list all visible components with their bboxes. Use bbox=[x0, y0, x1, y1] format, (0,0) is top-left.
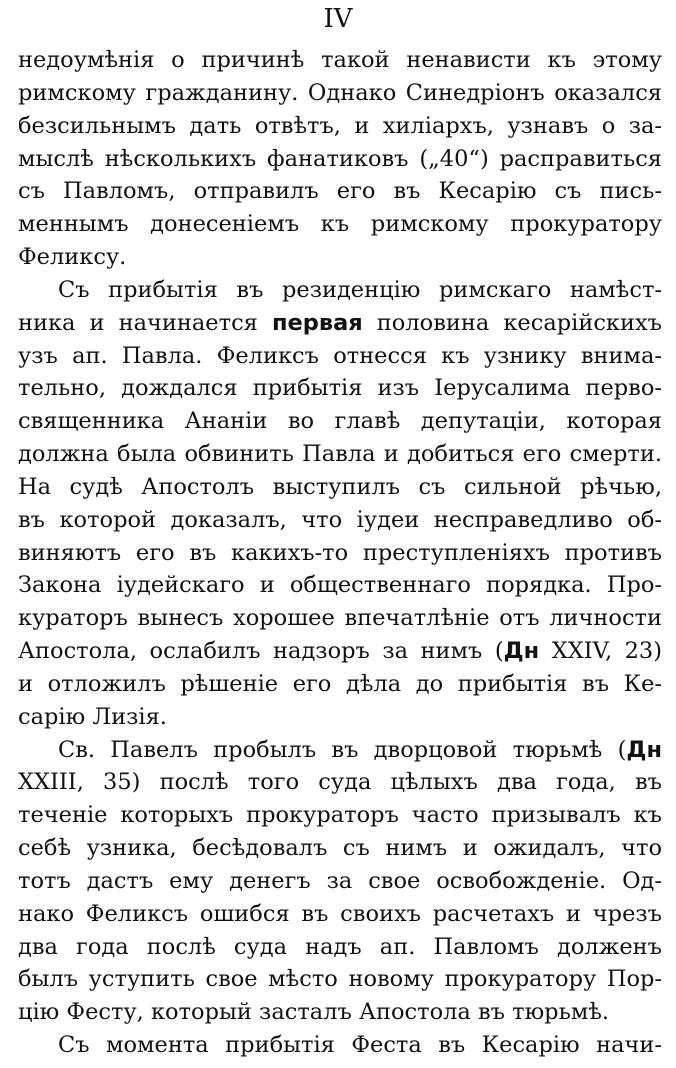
scripture-abbrev: Дн bbox=[626, 736, 662, 763]
text-line: сарію Лизія. bbox=[18, 703, 167, 730]
text-line: священника Ананіи во главѣ депутаціи, которая bbox=[18, 408, 662, 435]
scripture-abbrev: Дн bbox=[503, 638, 540, 665]
text-line: себѣ узника, бесѣдовалъ съ нимъ и ожидалъ, что bbox=[18, 835, 662, 862]
text-line: меннымъ донесеніемъ къ римскому прокуратору bbox=[18, 211, 662, 238]
text-line: XXIII, 35) послѣ того суда цѣлыхъ два года, въ bbox=[18, 769, 662, 796]
text-line: нако Феликсъ ошибся въ своихъ расчетахъ и чрезъ bbox=[18, 900, 662, 927]
text-line: Феликсу. bbox=[18, 244, 127, 271]
text-line: теченіе которыхъ прокураторъ часто призывалъ къ bbox=[18, 802, 662, 829]
page-number: IV bbox=[323, 4, 353, 34]
text-segment: Апостола, ослабилъ надзоръ за нимъ ( bbox=[18, 638, 504, 665]
text-segment: ника и начинается bbox=[18, 309, 272, 336]
text-line: цію Фесту, который засталъ Апостола въ тюрьмѣ. bbox=[18, 999, 610, 1026]
text-segment: Св. Павелъ пробылъ въ дворцовой тюрьмѣ ( bbox=[58, 736, 627, 763]
text-line: виняютъ его въ какихъ-то преступленіяхъ противъ bbox=[18, 539, 662, 566]
text-line: безсильнымъ дать отвѣтъ, и хиліархъ, узнавъ о за- bbox=[18, 112, 662, 139]
text-line: должна была обвинить Павла и добиться его смерти. bbox=[18, 441, 662, 468]
text-line-with-emphasis bbox=[18, 307, 662, 340]
text-line: мыслѣ нѣсколькихъ фанатиковъ („40“) расправиться bbox=[18, 145, 662, 172]
text-segment: XXIV, 23) bbox=[539, 638, 662, 665]
bold-emphasis: первая bbox=[271, 309, 363, 336]
text-line: кураторъ вынесъ хорошее впечатлѣніе отъ личности bbox=[18, 605, 662, 632]
text-line: римскому гражданину. Однако Синедріонъ оказался bbox=[18, 79, 662, 106]
text-line: и отложилъ рѣшеніе его дѣла до прибытія въ Ке- bbox=[18, 670, 662, 697]
paragraph-first-line bbox=[58, 734, 662, 767]
text-segment: половина кесарійскихъ bbox=[362, 309, 662, 336]
text-line: съ Павломъ, отправилъ его въ Кесарію съ пись- bbox=[18, 178, 662, 205]
text-line: узъ ап. Павла. Феликсъ отнесся къ узнику внима- bbox=[18, 342, 662, 369]
paragraph-first-line: Съ прибытія въ резиденцію римскаго намѣст- bbox=[58, 276, 662, 303]
text-line: тотъ дастъ ему денегъ за свое освобожденіе. Од- bbox=[18, 867, 662, 894]
text-line: На судѣ Апостолъ выступилъ съ сильной рѣчью, bbox=[18, 473, 662, 500]
text-line-with-reference bbox=[18, 635, 662, 668]
text-line: Закона іудейскаго и общественнаго порядка. Про- bbox=[18, 572, 662, 599]
text-line: былъ уступить свое мѣсто новому прокуратору Пор- bbox=[18, 966, 662, 993]
text-line: тельно, дождался прибытія изъ Іерусалима перво- bbox=[18, 375, 662, 402]
paragraph-first-line: Съ момента прибытія Феста въ Кесарію начи- bbox=[58, 1032, 662, 1059]
text-line: въ которой доказалъ, что іудеи несправедливо об- bbox=[18, 506, 662, 533]
text-line: два года послѣ суда надъ ап. Павломъ долженъ bbox=[18, 933, 662, 960]
text-line: недоумѣнія о причинѣ такой ненависти къ этому bbox=[18, 47, 662, 73]
